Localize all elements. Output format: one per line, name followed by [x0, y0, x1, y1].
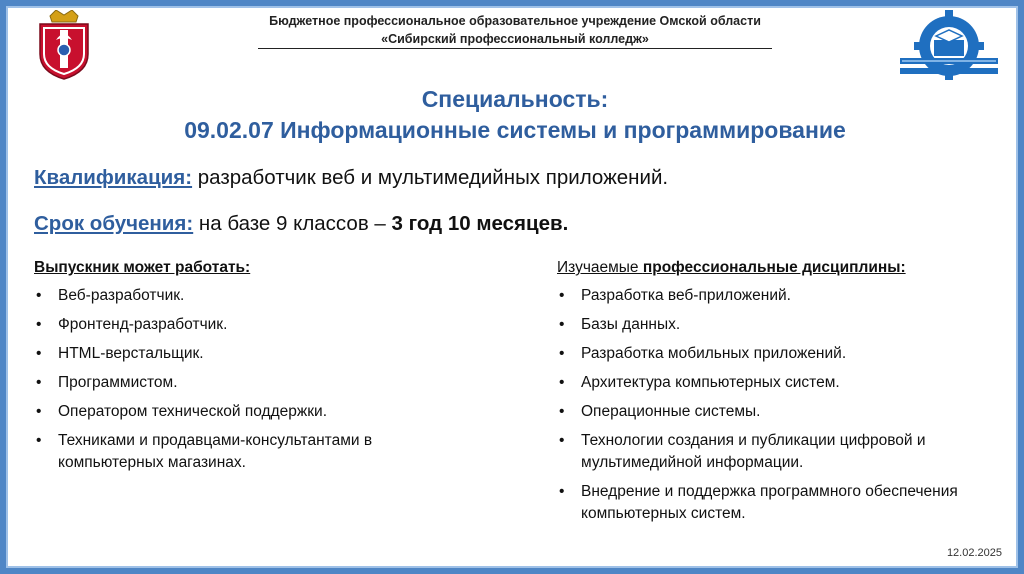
- list-item: • Техниками и продавцами-консультантами в компьютерных магазинах.: [34, 430, 474, 474]
- qualification-line: [34, 166, 668, 190]
- list-item: • HTML-верстальщик.: [34, 343, 474, 365]
- study-term-value: на базе 9 классов –: [193, 212, 392, 235]
- disciplines-heading: [557, 257, 967, 279]
- list-item: • Технологии создания и публикации цифровой и мультимедийной информации.: [557, 430, 967, 474]
- list-item: • Разработка мобильных приложений.: [557, 343, 967, 365]
- omsk-coat-of-arms-icon: [36, 10, 92, 80]
- institution-header: [230, 12, 800, 48]
- qualification-value: разработчик веб и мультимедийных приложений.: [192, 166, 669, 189]
- study-term-duration: 3 год 10 месяцев.: [391, 212, 569, 235]
- list-item: • Базы данных.: [557, 314, 967, 336]
- college-logo-icon: [894, 10, 1004, 80]
- list-item: • Веб-разработчик.: [34, 285, 474, 307]
- list-item: • Архитектура компьютерных систем.: [557, 372, 967, 394]
- study-term-line: [34, 212, 568, 236]
- slide-date: 12.02.2025: [946, 547, 1002, 559]
- graduate-jobs-list: [34, 285, 474, 474]
- qualification-label: Квалификация:: [34, 166, 193, 189]
- institution-name: Бюджетное профессиональное образовательное учреждение Омской области: [269, 14, 761, 28]
- slide-title: [40, 84, 990, 146]
- disciplines-list: [557, 285, 967, 525]
- list-item: • Программистом.: [34, 372, 474, 394]
- header-divider: [258, 48, 772, 49]
- title-line-1: Специальность:: [421, 86, 609, 112]
- disciplines-section: [557, 257, 967, 532]
- graduate-jobs-heading: Выпускник может работать:: [34, 259, 251, 276]
- list-item: • Операционные системы.: [557, 401, 967, 423]
- list-item: • Фронтенд-разработчик.: [34, 314, 474, 336]
- college-name: «Сибирский профессиональный колледж»: [381, 32, 649, 46]
- graduate-jobs-section: [34, 257, 474, 481]
- title-line-2: 09.02.07 Информационные системы и программирование: [184, 117, 846, 143]
- list-item: • Внедрение и поддержка программного обеспечения компьютерных систем.: [557, 481, 967, 525]
- disciplines-heading-prefix: Изучаемые: [557, 259, 643, 276]
- list-item: • Разработка веб-приложений.: [557, 285, 967, 307]
- study-term-label: Срок обучения:: [34, 212, 194, 235]
- disciplines-heading-bold: профессиональные дисциплины:: [642, 259, 906, 276]
- list-item: • Оператором технической поддержки.: [34, 401, 474, 423]
